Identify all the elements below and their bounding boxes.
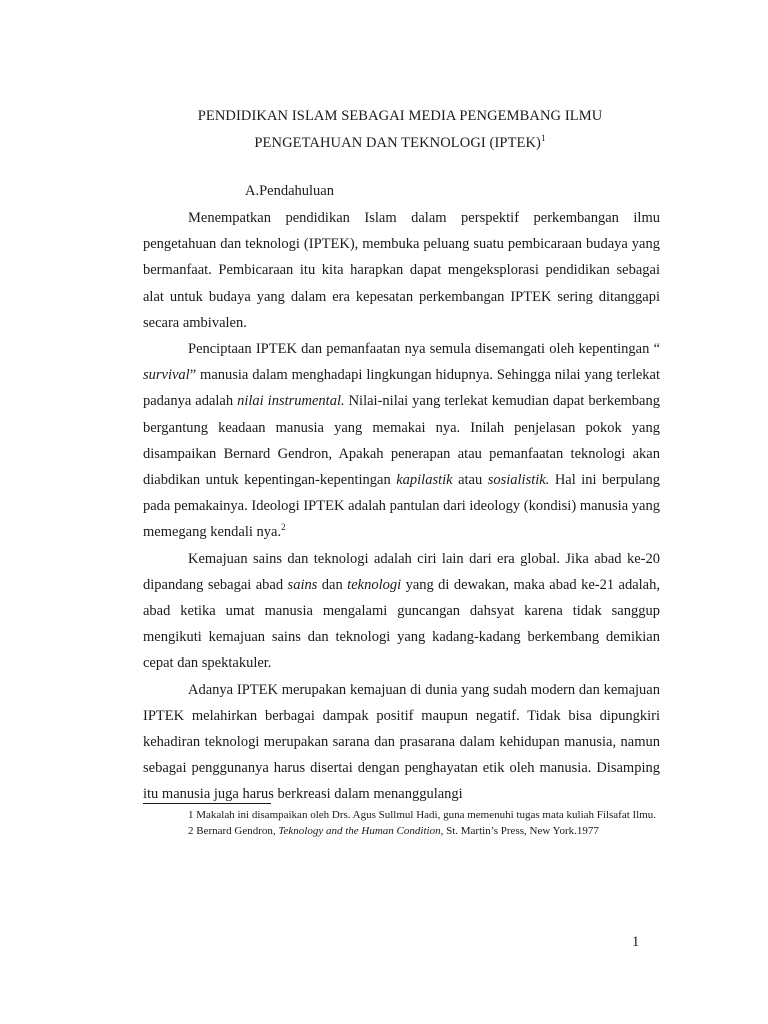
- p2-italic-nilai-instrumental: nilai instrumental.: [237, 393, 345, 410]
- p2-text-a: Penciptaan IPTEK dan pemanfaatan nya semula disemangati oleh kepentingan “: [188, 341, 660, 358]
- section-heading: A.Pendahuluan: [245, 183, 334, 199]
- fn2-book-title: Teknology and the Human Condition: [278, 825, 441, 837]
- paragraph-3: [143, 546, 660, 677]
- paragraph-4: Adanya IPTEK merupakan kemajuan di dunia yang sudah modern dan kemajuan IPTEK melahirkan berbagai dampak positif maupun negatif. Tidak bisa dipungkiri kehadiran teknologi merupakan sarana dan prasarana dalam kehidupan manusia, namun sebagai penggunanya harus disertai dengan penghayatan etik oleh manusia. Disamping itu manusia juga harus berkreasi dalam menanggulangi: [143, 681, 660, 803]
- p2-text-e: Hal ini berpulang pada pemakainya. Ideologi IPTEK adalah pantulan dari ideology (kondisi) manusia yang memegang kendali nya.: [143, 472, 660, 541]
- footnote-separator: [143, 803, 271, 804]
- p2-italic-sosialistik: sosialistik.: [487, 472, 550, 489]
- p2-footnote-ref[interactable]: 2: [281, 522, 286, 533]
- paragraph-2: [143, 336, 660, 546]
- footnote-2: [143, 823, 663, 839]
- body-text: [143, 205, 660, 808]
- footnotes: [143, 807, 663, 839]
- fn2-text-b: , St. Martin’s Press, New York.1977: [440, 825, 599, 837]
- paragraph-1: Menempatkan pendidikan Islam dalam perspektif perkembangan ilmu pengetahuan dan teknologi (IPTEK), membuka peluang suatu pembicaraan budaya yang bermanfaat. Pembicaraan itu kita harapkan dapat mengeksplorasi pendidikan sebagai alat untuk budaya yang dalam era kepesatan perkembangan IPTEK sering ditanggapi secara ambivalen.: [143, 210, 660, 331]
- p3-text-b: dan: [317, 576, 348, 593]
- p3-text-c: yang di dewakan, maka abad ke-21 adalah, abad ketika umat manusia mengalami guncangan dahsyat karena tidak sanggup mengikuti kemajuan sains dan teknologi yang kadang-kadang berkembang demikian cepat dan spektakuler.: [143, 576, 660, 672]
- fn2-text-a: 2 Bernard Gendron,: [188, 825, 279, 837]
- p2-italic-survival: survival: [143, 367, 190, 384]
- p2-text-b: ” manusia dalam menghadapi lingkungan hidupnya. Sehingga nilai yang terlekat padanya adalah: [143, 367, 660, 410]
- p2-italic-kapilastik: kapilastik: [396, 472, 453, 489]
- title-footnote-ref[interactable]: 1: [541, 133, 546, 143]
- title-line-2-text: PENGETAHUAN DAN TEKNOLOGI (IPTEK): [254, 134, 541, 151]
- footnote-1: 1 Makalah ini disampaikan oleh Drs. Agus Sullmul Hadi, guna memenuhi tugas mata kuliah Filsafat Ilmu.: [188, 809, 657, 821]
- p2-text-d: atau: [452, 472, 488, 489]
- p3-italic-teknologi: teknologi: [347, 576, 402, 593]
- p3-italic-sains: sains: [287, 576, 318, 593]
- title-line-1: PENDIDIKAN ISLAM SEBAGAI MEDIA PENGEMBANG ILMU: [197, 108, 603, 124]
- page-number: 1: [632, 934, 640, 950]
- title-line-2: [140, 133, 660, 152]
- p3-text-a: Kemajuan sains dan teknologi adalah ciri lain dari era global. Jika abad ke-20 dipandang sebagai abad: [143, 550, 660, 593]
- p2-text-c: Nilai-nilai yang terlekat kemudian dapat berkembang bergantung keadaan manusia yang memakai nya. Inilah penjelasan pokok yang disampaikan Bernard Gendron, Apakah penerapan atau pemanfaatan teknologi akan diabdikan untuk kepentingan-kepentingan: [143, 393, 660, 489]
